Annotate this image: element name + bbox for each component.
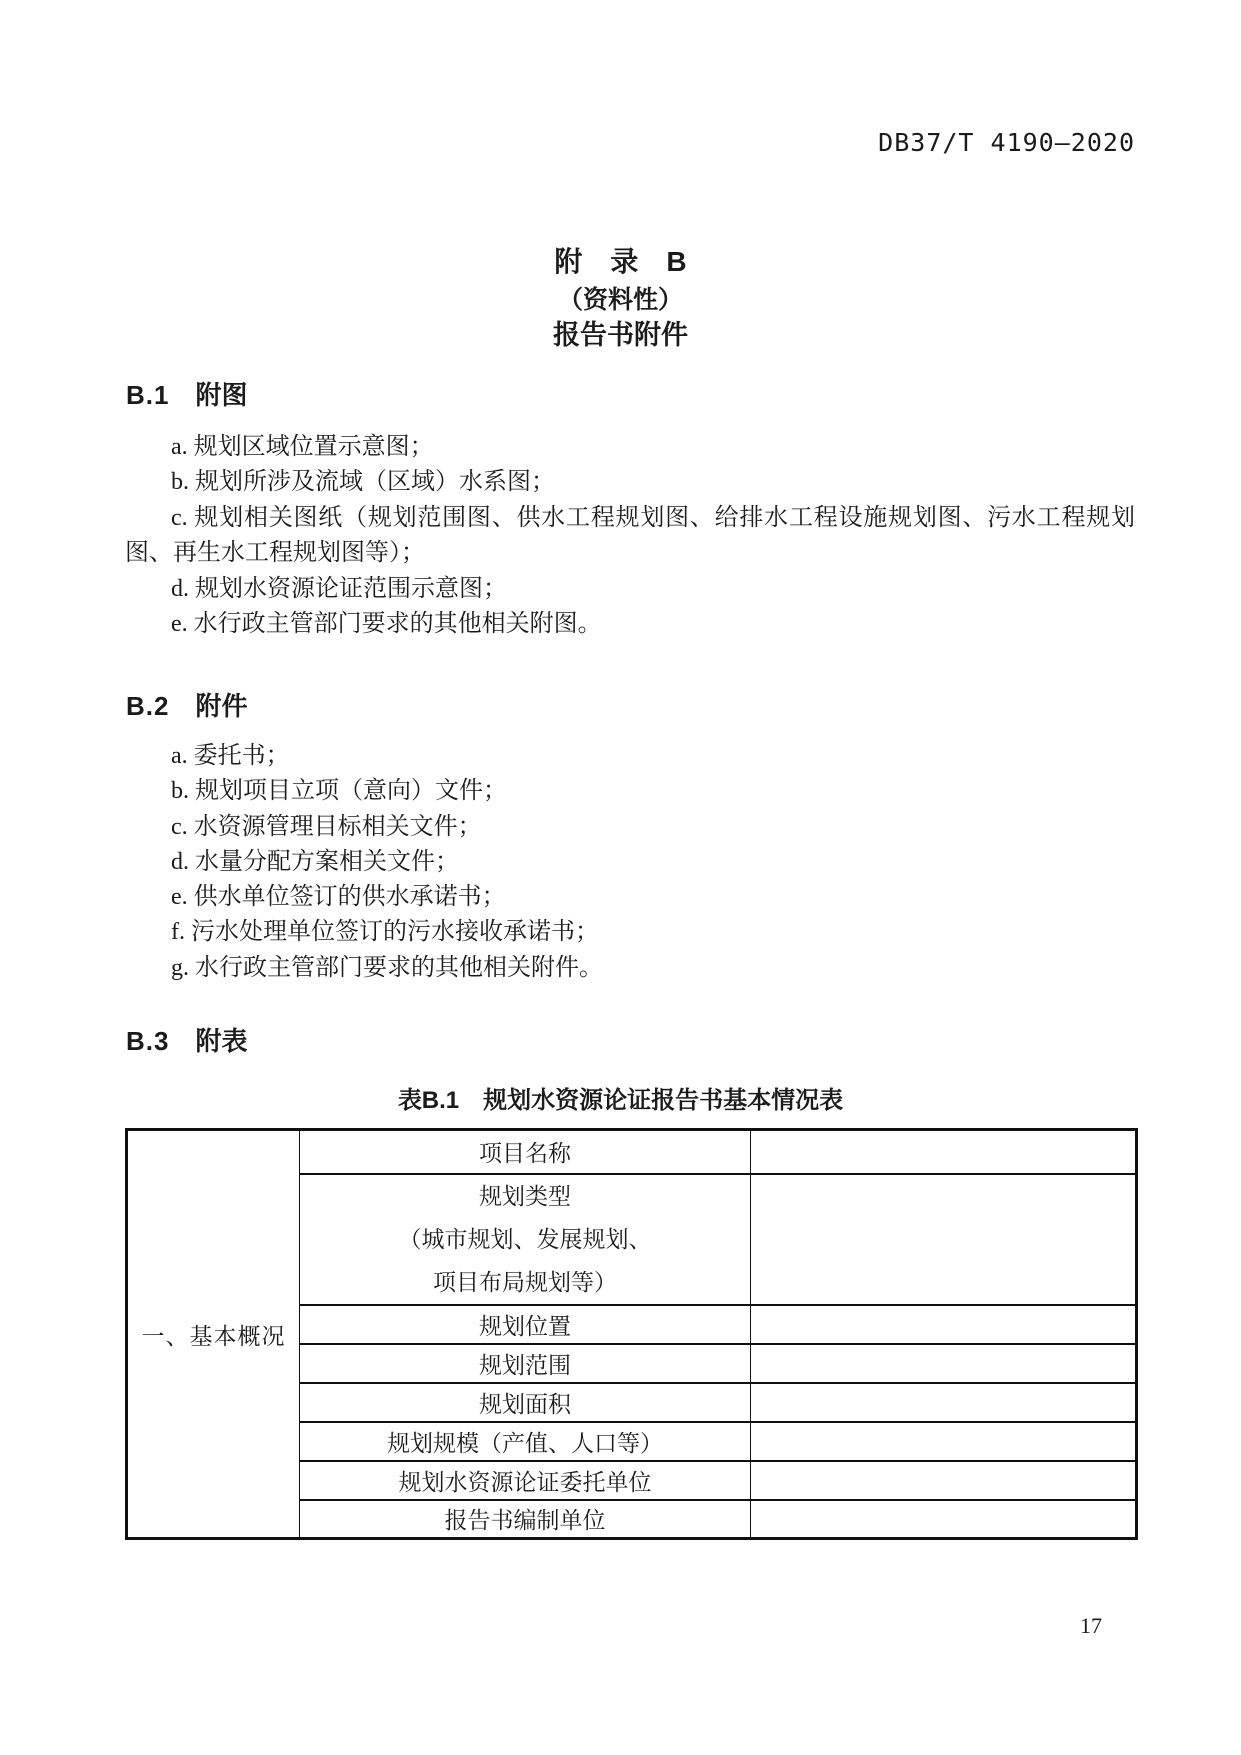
cell-line: 项目布局规划等） — [433, 1269, 617, 1295]
basic-info-table — [125, 1128, 1138, 1540]
list-item: b. 规划项目立项（意向）文件； — [171, 778, 507, 805]
table-caption-text: 规划水资源论证报告书基本情况表 — [483, 1087, 844, 1114]
list-item: f. 污水处理单位签订的污水接收承诺书； — [171, 919, 599, 946]
list-item: b. 规划所涉及流域（区域）水系图； — [171, 469, 555, 496]
section-heading-b2 — [126, 686, 247, 723]
list-item: c. 水资源管理目标相关文件； — [171, 813, 482, 840]
row-label-cell: 规划位置 — [300, 1305, 751, 1344]
standard-number: DB37/T 4190—2020 — [878, 128, 1135, 157]
row-label-cell: 规划水资源论证委托单位 — [300, 1461, 751, 1500]
table-caption-number: 表B.1 — [397, 1087, 460, 1114]
row-label-cell: 项目名称 — [300, 1130, 751, 1174]
row-value-cell — [751, 1461, 1137, 1500]
section-number: B.3 — [126, 1026, 170, 1056]
row-label-cell — [300, 1174, 751, 1305]
row-label-cell: 报告书编制单位 — [300, 1500, 751, 1539]
table-row — [127, 1130, 1137, 1174]
row-value-cell — [751, 1383, 1137, 1422]
informative-label: （资料性） — [557, 286, 683, 314]
section-title: 附图 — [195, 380, 248, 410]
list-item: a. 规划区域位置示意图； — [171, 434, 434, 460]
section-heading-b3 — [126, 1021, 247, 1058]
section-heading-b1 — [126, 375, 247, 412]
section-number: B.2 — [126, 691, 170, 721]
figure-list — [125, 430, 1135, 642]
row-value-cell — [751, 1305, 1137, 1344]
row-label-cell: 规划规模（产值、人口等） — [300, 1422, 751, 1461]
group-label-cell: 一、基本概况 — [127, 1130, 300, 1539]
appendix-title: 附 录 B — [554, 246, 687, 277]
list-item: a. 委托书； — [171, 743, 290, 769]
section-number: B.1 — [126, 380, 170, 410]
row-value-cell — [751, 1344, 1137, 1383]
section-title: 附表 — [195, 1026, 248, 1056]
row-value-cell — [751, 1130, 1137, 1174]
table-caption — [0, 1080, 1241, 1115]
row-label-cell: 规划面积 — [300, 1383, 751, 1422]
cell-line: 规划类型 — [479, 1183, 571, 1209]
row-label-cell: 规划范围 — [300, 1344, 751, 1383]
row-value-cell — [751, 1422, 1137, 1461]
cell-line: （城市规划、发展规划、 — [398, 1226, 652, 1252]
list-item: c. 规划相关图纸（规划范围图、供水工程规划图、给排水工程设施规划图、污水工程规划图、再生水工程规划图等）； — [125, 504, 1135, 567]
section-title: 附件 — [195, 691, 248, 721]
list-item: d. 规划水资源论证范围示意图； — [171, 575, 507, 602]
list-item: g. 水行政主管部门要求的其他相关附件。 — [171, 954, 603, 981]
page-number: 17 — [1080, 1613, 1102, 1638]
row-value-cell — [751, 1500, 1137, 1539]
attachment-list — [125, 739, 1135, 986]
appendix-subject: 报告书附件 — [553, 320, 688, 350]
list-item: e. 水行政主管部门要求的其他相关附图。 — [171, 611, 602, 638]
list-item: d. 水量分配方案相关文件； — [171, 848, 459, 875]
row-value-cell — [751, 1174, 1137, 1305]
list-item: e. 供水单位签订的供水承诺书； — [171, 884, 506, 911]
